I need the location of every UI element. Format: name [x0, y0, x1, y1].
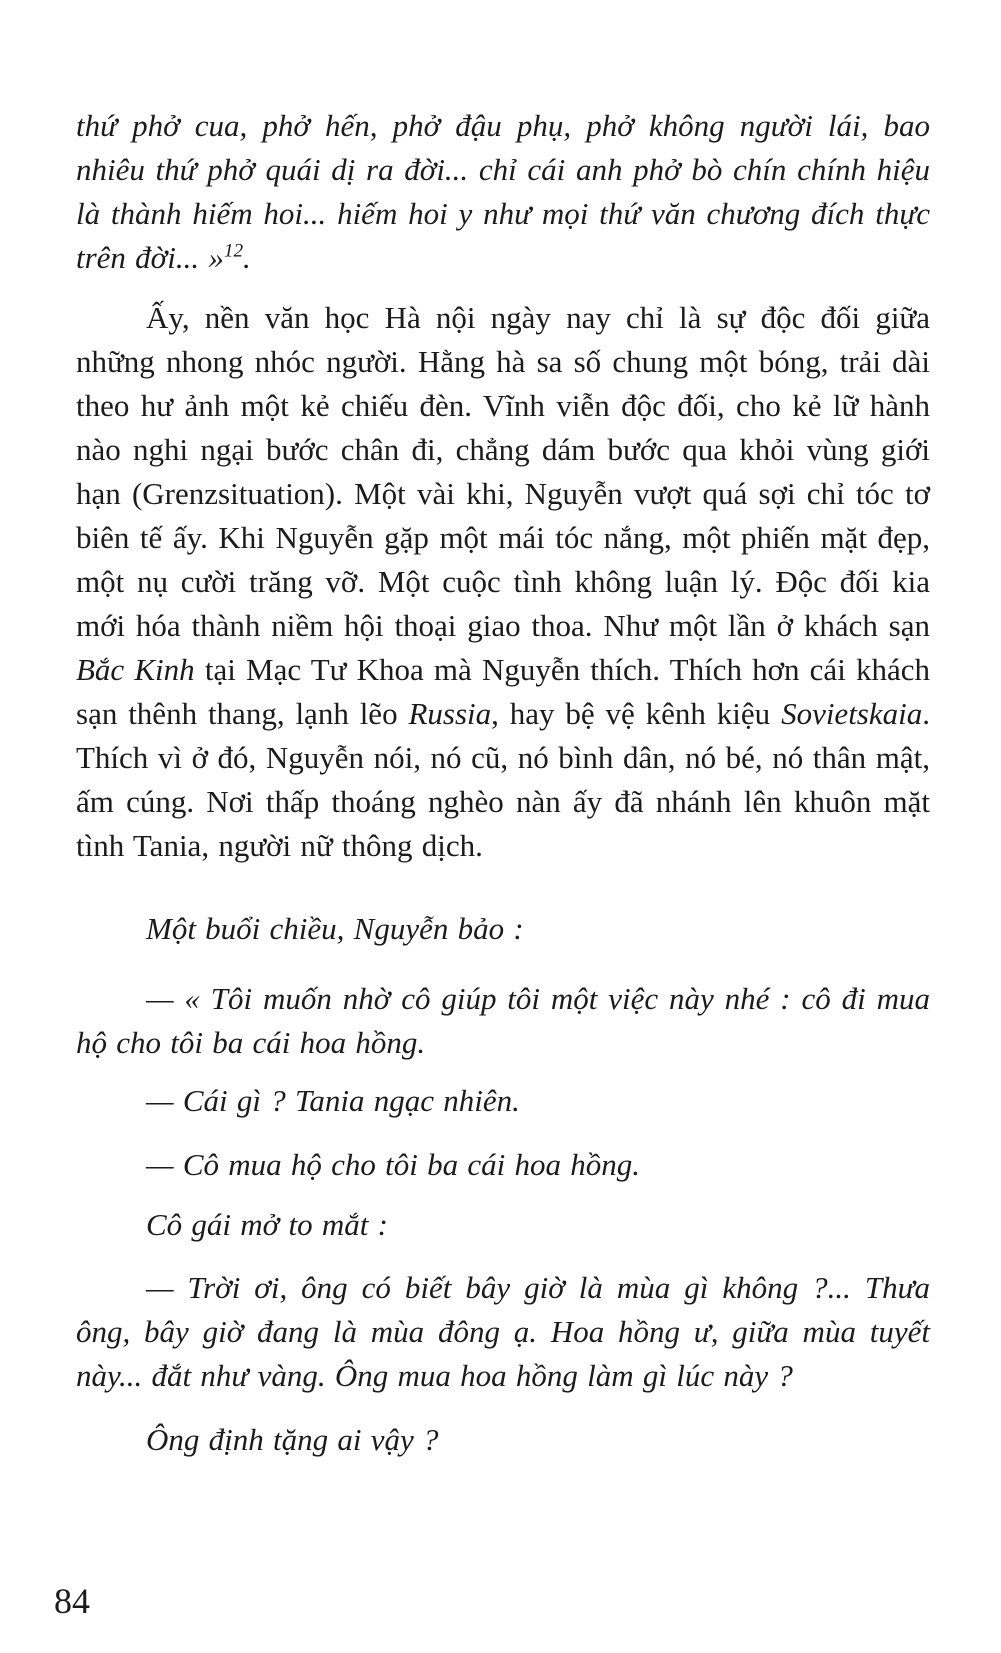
narration-line-1: Một buổi chiều, Nguyễn bảo : [146, 911, 524, 946]
dialogue-line-3: — Cô mua hộ cho tôi ba cái hoa hồng. [146, 1147, 640, 1182]
quote-continuation-paragraph: thứ phở cua, phở hến, phở đậu phụ, phở không người lái, bao nhiêu thứ phở quái dị ra đời... chỉ cái anh phở bò chín chính hiệu là thành hiếm hoi... hiếm hoi y như mọi thứ văn chương đích thực trên đời... »$^{12}$. [76, 108, 930, 275]
body-paragraph: Ấy, nền văn học Hà nội ngày nay chỉ là sự độc đối giữa những nhong nhóc người. Hằng hà sa số chung một bóng, trải dài theo hư ảnh một kẻ chiếu đèn. Vĩnh viễn độc đối, cho kẻ lữ hành nào nghi ngại bước chân đi, chẳng dám bước qua khỏi vùng giới hạn (Grenzsituation). Một vài khi, Nguyễn vượt quá sợi chỉ tóc tơ biên tế ấy. Khi Nguyễn gặp một mái tóc nắng, một phiến mặt đẹp, một nụ cười trăng vỡ. Một cuộc tình không luận lý. Độc đối kia mới hóa thành niềm hội thoại giao thoa. Như một lần ở khách sạn Bắc Kinh tại Mạc Tư Khoa mà Nguyễn thích. Thích hơn cái khách sạn thênh thang, lạnh lẽo Russia, hay bệ vệ kênh kiệu Sovietskaia. Thích vì ở đó, Nguyễn nói, nó cũ, nó bình dân, nó bé, nó thân mật, ấm cúng. Nơi thấp thoáng nghèo nàn ấy đã nhánh lên khuôn mặt tình Tania, người nữ thông dịch. [76, 300, 930, 863]
page-text-block [76, 104, 930, 1462]
dialogue-line-1: — « Tôi muốn nhờ cô giúp tôi một việc này nhé : cô đi mua hộ cho tôi ba cái hoa hồng. [76, 981, 930, 1060]
dialogue-line-5: Ông định tặng ai vậy ? [146, 1422, 439, 1457]
dialogue-line-4: — Trời ơi, ông có biết bây giờ là mùa gì không ?... Thưa ông, bây giờ đang là mùa đông ạ. Hoa hồng ư, giữa mùa tuyết này... đắt như vàng. Ông mua hoa hồng làm gì lúc này ? [76, 1270, 930, 1393]
narration-line-2: Cô gái mở to mắt : [146, 1207, 388, 1242]
page-number: 84 [54, 1581, 90, 1621]
dialogue-line-2: — Cái gì ? Tania ngạc nhiên. [146, 1083, 520, 1118]
